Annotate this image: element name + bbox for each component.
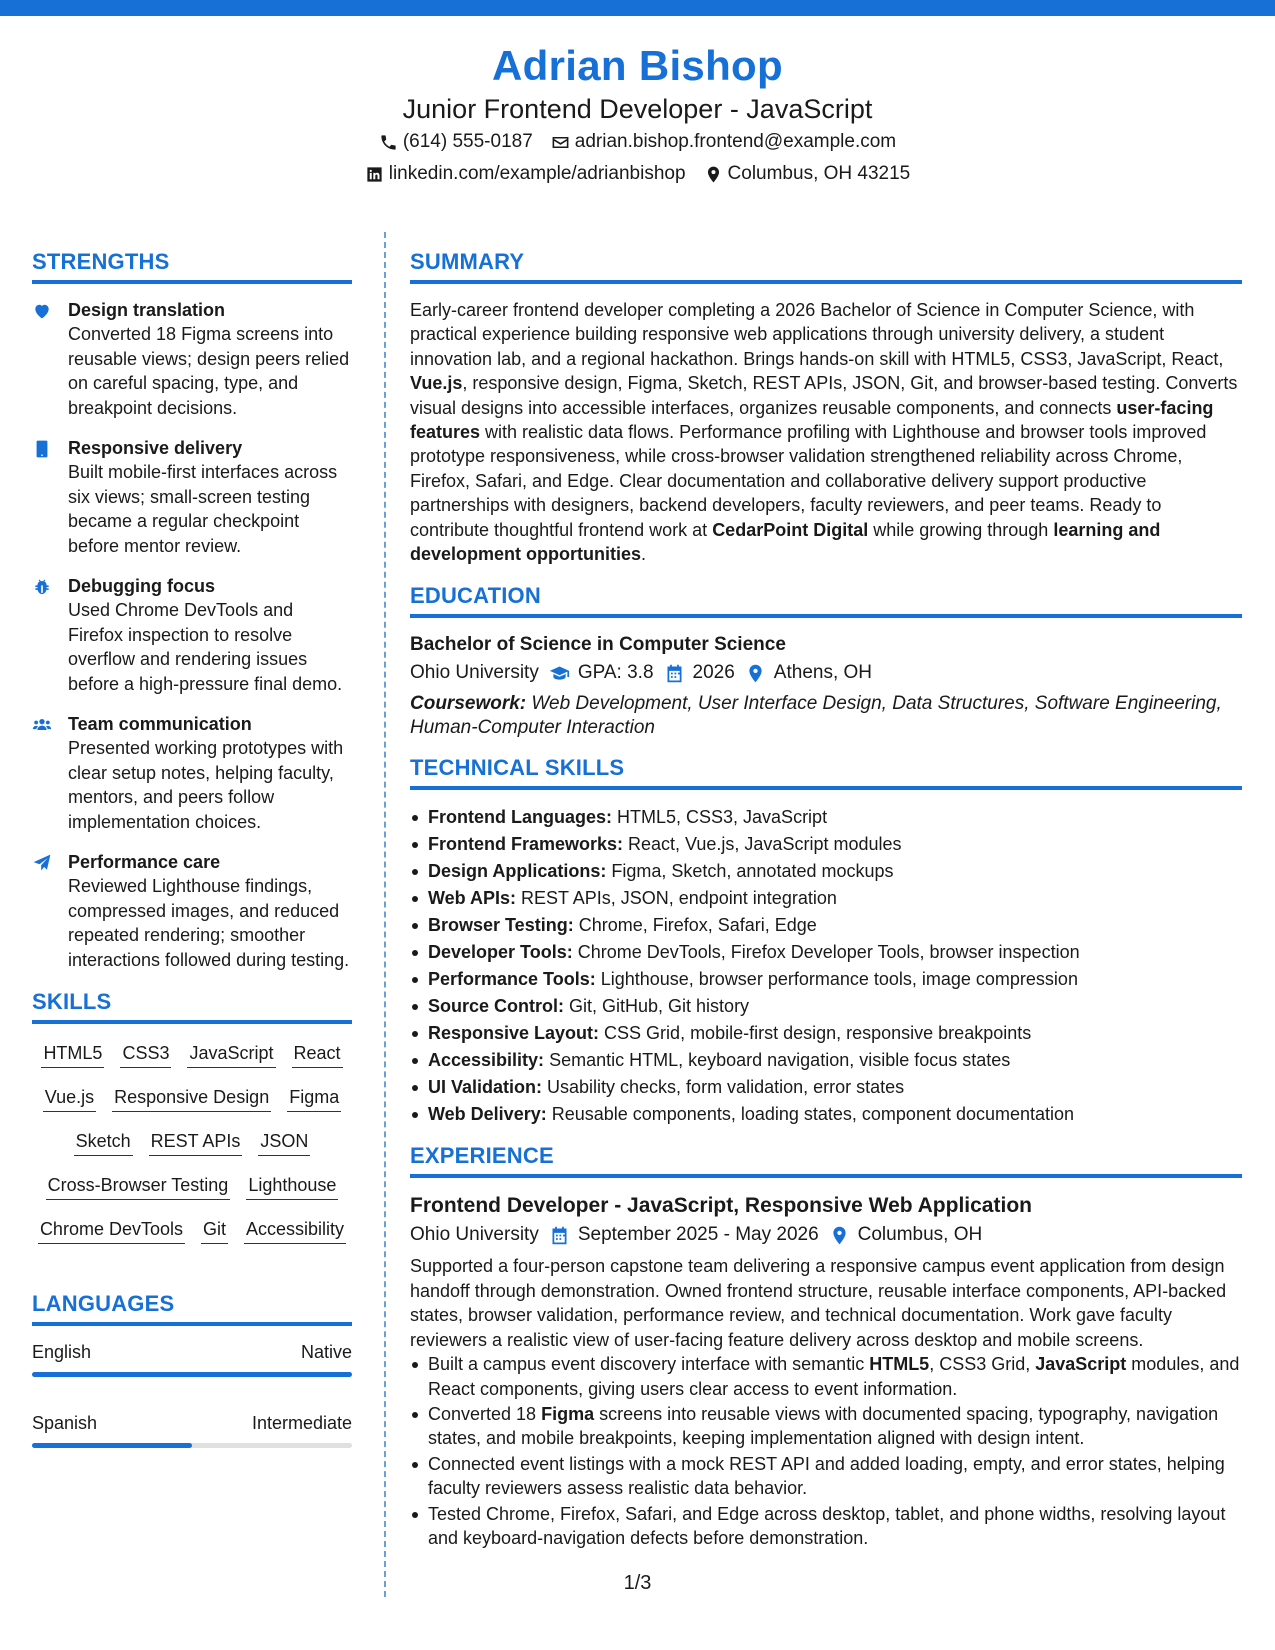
job-title: Frontend Developer - JavaScript, Responsive Web Application [410, 1194, 1032, 1218]
education-heading: EDUCATION [410, 582, 1242, 618]
contact-row-1 [0, 126, 1275, 158]
skill-tag: JavaScript [187, 1040, 275, 1068]
linkedin-url[interactable]: linkedin.com/example/adrianbishop [388, 163, 686, 184]
bullet-text: Converted 18 [428, 1403, 542, 1424]
strength-desc: Built mobile-first interfaces across six views; small-screen testing became a regular checkpoint before mentor review. [68, 462, 338, 556]
users-icon [32, 715, 52, 735]
strength-item [32, 850, 352, 972]
job-bullet [410, 1502, 1242, 1551]
coursework-list: Web Development, User Interface Design, Data Structures, Software Engineering, Human-Computer Interaction [410, 693, 1222, 739]
strength-item [32, 298, 352, 420]
strength-title: Responsive delivery [68, 438, 243, 458]
language-level: Native [300, 1342, 352, 1362]
summary-bold: user-facing features [410, 397, 1214, 443]
strength-title: Debugging focus [68, 576, 215, 596]
experience-heading: EXPERIENCE [410, 1142, 1242, 1178]
gpa-text: GPA: 3.8 [577, 662, 654, 684]
tech-skill-label: Frontend Frameworks: [428, 834, 624, 855]
map-marker-icon [829, 1225, 850, 1246]
phone-number: (614) 555-0187 [402, 131, 533, 152]
language-level: Intermediate [251, 1413, 352, 1433]
degree-title: Bachelor of Science in Computer Science [410, 634, 786, 656]
skill-tag: Vue.js [43, 1084, 96, 1112]
bullet-text: Connected event listings with a mock REST API and added loading, empty, and error states, helping faculty reviewers assess realistic data behavior. [428, 1453, 1225, 1499]
tech-skill-item [410, 858, 1242, 885]
contact-row-2 [0, 158, 1275, 190]
tech-skill-label: UI Validation: [428, 1077, 543, 1098]
language-proficiency-fill [32, 1372, 352, 1377]
tech-skill-label: Accessibility: [428, 1050, 545, 1071]
tech-skill-label: Source Control: [428, 996, 565, 1017]
coursework-label: Coursework: [410, 693, 527, 715]
edu-location: Athens, OH [773, 662, 873, 684]
skill-tag: REST APIs [149, 1128, 243, 1156]
bullet-bold: JavaScript [1035, 1354, 1127, 1375]
bullet-bold: Figma [541, 1403, 595, 1424]
tech-skill-value: REST APIs, JSON, endpoint integration [516, 888, 837, 909]
tech-skill-label: Performance Tools: [428, 969, 596, 990]
bullet-text: screens into reusable views with documented spacing, typography, navigation states, and mobile breakpoints, keeping implementation aligned with design intent. [428, 1403, 1219, 1449]
skill-tag: Git [201, 1216, 228, 1244]
tech-skill-label: Design Applications: [428, 861, 607, 882]
tech-skill-value: HTML5, CSS3, JavaScript [612, 807, 828, 828]
skills-heading: SKILLS [32, 988, 352, 1024]
skills-list [32, 1038, 352, 1244]
bullet-bold: HTML5 [869, 1354, 930, 1375]
company-name: Ohio University [410, 1224, 539, 1246]
tech-skill-label: Web APIs: [428, 888, 517, 909]
tech-skill-value: Semantic HTML, keyboard navigation, visible focus states [544, 1050, 1011, 1071]
summary-text [410, 298, 1242, 566]
tech-skill-item [410, 1101, 1242, 1128]
strength-desc: Reviewed Lighthouse findings, compressed images, and reduced repeated rendering; smoother interactions followed during testing. [68, 876, 350, 970]
skill-tag: Figma [287, 1084, 341, 1112]
tech-skill-value: Chrome DevTools, Firefox Developer Tools, browser inspection [572, 942, 1080, 963]
map-marker-icon [704, 165, 723, 184]
bullet-text: , CSS3 Grid, [929, 1354, 1036, 1375]
tech-skill-label: Frontend Languages: [428, 807, 612, 828]
skill-tag: Accessibility [244, 1216, 346, 1244]
strength-title: Design translation [68, 300, 226, 320]
strength-item [32, 436, 352, 558]
location-text: Columbus, OH 43215 [727, 163, 911, 184]
tech-skill-value: React, Vue.js, JavaScript modules [623, 834, 902, 855]
job-dates-item [549, 1220, 819, 1250]
job-description: Supported a four-person capstone team delivering a responsive campus event application from design handoff through demonstration. Owned frontend structure, reusable interface components, API-backed states, browser validation, performance review, and technical documentation. Work gave faculty reviewers a realistic view of user-facing feature delivery across desktop and mobile screens. [410, 1256, 1227, 1350]
skill-tag: Lighthouse [246, 1172, 338, 1200]
tech-skill-value: Figma, Sketch, annotated mockups [606, 861, 894, 882]
job-bullet [410, 1352, 1242, 1401]
strength-item [32, 574, 352, 696]
candidate-title: Junior Frontend Developer - JavaScript [402, 94, 873, 124]
summary-part: Early-career frontend developer completing a 2026 Bachelor of Science in Computer Science, with practical experience building responsive web applications through university delivery, a student innovation lab, and a regional hackathon. Brings hands-on skill with HTML5, CSS3, JavaScript, React, [410, 300, 1224, 369]
year-item [664, 658, 735, 688]
tech-skill-item [410, 831, 1242, 858]
location-contact [704, 158, 911, 190]
left-column [32, 248, 352, 1470]
job-bullets [410, 1352, 1242, 1550]
language-proficiency-fill [32, 1443, 192, 1448]
summary-part: with realistic data flows. Performance profiling with Lighthouse and browser tools improved prototype responsiveness, while cross-browser validation strengthened reliability across Chrome, Firefox, Safari, and Edge. Clear documentation and collaborative delivery support productive partnerships with designers, backend developers, faculty reviewers, and peer teams. Ready to contribute thoughtful frontend work at [410, 422, 1207, 540]
skill-tag: HTML5 [41, 1040, 104, 1068]
tech-skill-value: Chrome, Firefox, Safari, Edge [573, 915, 817, 936]
resume-header [0, 40, 1275, 190]
strength-title: Performance care [68, 852, 221, 872]
tech-skill-item [410, 1074, 1242, 1101]
tech-skill-value: Git, GitHub, Git history [564, 996, 750, 1017]
tech-skill-item [410, 993, 1242, 1020]
column-divider [384, 232, 386, 1597]
summary-bold: CedarPoint Digital [712, 519, 869, 540]
skill-tag: React [292, 1040, 343, 1068]
top-accent-bar [0, 0, 1275, 16]
school-name: Ohio University [410, 662, 539, 684]
skill-tag: Cross-Browser Testing [46, 1172, 231, 1200]
strengths-heading: STRENGTHS [32, 248, 352, 284]
summary-part: . [641, 544, 647, 565]
strength-desc: Presented working prototypes with clear setup notes, helping faculty, mentors, and peers follow implementation choices. [68, 738, 344, 832]
job-location-item [829, 1220, 983, 1250]
language-name: English [32, 1342, 92, 1362]
skill-tag: JSON [258, 1128, 310, 1156]
email-contact[interactable] [551, 126, 896, 158]
bullet-text: Built a campus event discovery interface with semantic [428, 1354, 870, 1375]
language-proficiency-bar [32, 1372, 352, 1377]
email-address[interactable]: adrian.bishop.frontend@example.com [574, 131, 897, 152]
summary-part: while growing through [868, 519, 1054, 540]
envelope-icon [551, 133, 570, 152]
languages-heading: LANGUAGES [32, 1290, 352, 1326]
edu-location-item [745, 658, 872, 688]
strength-desc: Converted 18 Figma screens into reusable views; design peers relied on careful spacing, type, and breakpoint decisions. [68, 324, 350, 418]
skill-tag: Chrome DevTools [38, 1216, 185, 1244]
tech-skill-label: Responsive Layout: [428, 1023, 600, 1044]
tech-skill-label: Web Delivery: [428, 1104, 547, 1125]
linkedin-contact[interactable] [365, 158, 686, 190]
graduation-cap-icon [549, 663, 570, 684]
summary-heading: SUMMARY [410, 248, 1242, 284]
gpa-item [549, 658, 654, 688]
coursework [410, 692, 1242, 740]
language-item [32, 1340, 352, 1377]
education-meta [410, 658, 1242, 688]
skill-tag: CSS3 [120, 1040, 171, 1068]
tech-skill-item [410, 885, 1242, 912]
mobile-icon [32, 439, 52, 459]
language-name: Spanish [32, 1413, 98, 1433]
candidate-name: Adrian Bishop [492, 42, 783, 89]
tech-skill-item [410, 1020, 1242, 1047]
bullet-text: Tested Chrome, Firefox, Safari, and Edge across desktop, tablet, and phone widths, resolving layout and keyboard-navigation defects before demonstration. [428, 1503, 1226, 1548]
tech-skill-value: Usability checks, form validation, error states [542, 1077, 905, 1098]
graduation-year: 2026 [692, 662, 735, 684]
tech-skill-item [410, 939, 1242, 966]
bullet-text: modules, and React components, giving users clear access to event information. [428, 1354, 1240, 1399]
summary-part: , responsive design, Figma, Sketch, REST APIs, JSON, Git, and browser-based testing. Converts visual designs into accessible interfaces, organizes reusable components, and connects [410, 373, 1238, 418]
right-column [410, 248, 1242, 1551]
phone-contact [379, 126, 533, 158]
tech-skill-item [410, 804, 1242, 831]
technical-skills-list [410, 804, 1242, 1128]
linkedin-icon [365, 165, 384, 184]
tech-skill-value: Lighthouse, browser performance tools, image compression [595, 969, 1078, 990]
calendar-icon [549, 1225, 570, 1246]
calendar-icon [664, 663, 685, 684]
strength-desc: Used Chrome DevTools and Firefox inspection to resolve overflow and rendering issues before a high-pressure final demo. [68, 600, 343, 694]
summary-bold: learning and development opportunities [410, 519, 1161, 565]
tech-skill-item [410, 966, 1242, 993]
page-number: 1/3 [623, 1572, 652, 1594]
job-dates: September 2025 - May 2026 [577, 1224, 819, 1246]
tech-skill-item [410, 912, 1242, 939]
strength-title: Team communication [68, 714, 252, 734]
language-proficiency-bar [32, 1443, 352, 1448]
skill-tag: Sketch [74, 1128, 133, 1156]
paper-plane-icon [32, 853, 52, 873]
job-bullet [410, 1452, 1242, 1501]
tech-skill-value: CSS Grid, mobile-first design, responsive breakpoints [599, 1023, 1032, 1044]
job-bullet [410, 1402, 1242, 1451]
strength-item [32, 712, 352, 834]
job-location: Columbus, OH [857, 1224, 983, 1246]
summary-bold: Vue.js [410, 373, 463, 394]
heart-icon [32, 301, 52, 321]
bug-icon [32, 577, 52, 597]
job-meta [410, 1220, 1242, 1250]
phone-icon [379, 133, 398, 152]
tech-skill-item [410, 1047, 1242, 1074]
map-marker-icon [745, 663, 766, 684]
tech-skill-label: Developer Tools: [428, 942, 573, 963]
tech-skill-label: Browser Testing: [428, 915, 574, 936]
tech-skill-value: Reusable components, loading states, component documentation [546, 1104, 1075, 1125]
skill-tag: Responsive Design [112, 1084, 271, 1112]
language-item [32, 1411, 352, 1448]
technical-skills-heading: TECHNICAL SKILLS [410, 754, 1242, 790]
